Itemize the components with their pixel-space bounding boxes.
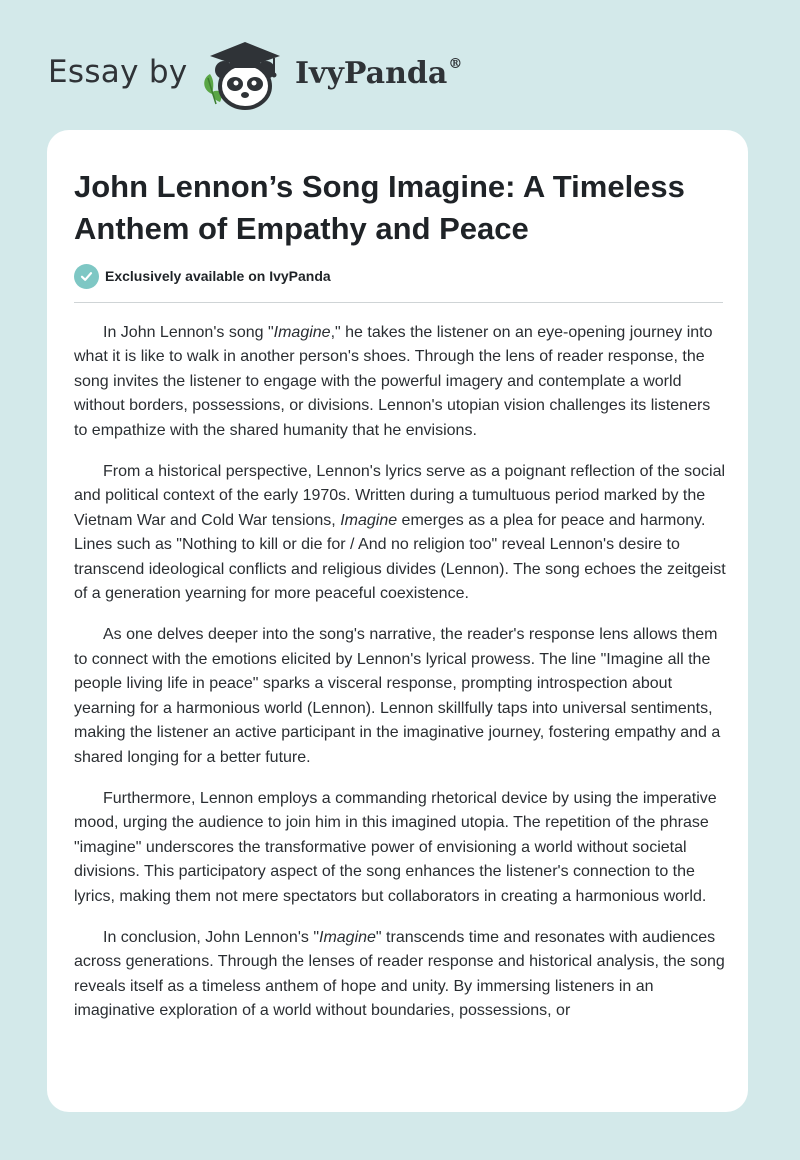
- essay-title: John Lennon’s Song Imagine: A Timeless Anthem of Empathy and Peace: [74, 169, 685, 246]
- exclusive-notice: [74, 263, 331, 289]
- site-header: [48, 34, 488, 114]
- essay-body: [74, 321, 726, 1041]
- paragraph-5: In conclusion, John Lennon's "Imagine" transcends time and resonates with audiences across generations. Through the lenses of reader response and historical analysis, the song reveals itself as a timeless anthem of hope and unity. By immersing listeners in an imaginative exploration of a world without boundaries, possessions, or: [74, 928, 725, 1020]
- paragraph-1: In John Lennon's song "Imagine," he takes the listener on an eye-opening journey into what it is like to walk in another person's shoes. Through the lens of reader response, the song invites the listener to engage with the powerful imagery and contemplate a world without borders, possessions, or divisions. Lennon's utopian vision challenges its listeners to empathize with the shared humanity that he envisions.: [74, 324, 713, 439]
- paragraph-3: As one delves deeper into the song's narrative, the reader's response lens allows them to connect with the emotions elicited by Lennon's lyrical prowess. The line "Imagine all the people living life in peace" sparks a visceral response, prompting introspection about yearning for a harmonious world (Lennon). Lennon skillfully taps into universal sentiments, making the listener an active participant in the imaginative journey, fostering empathy and a shared longing for a better future.: [74, 626, 721, 766]
- essay-by-label: Essay by: [48, 54, 188, 90]
- panda-graduate-icon: [200, 34, 290, 110]
- exclusive-label: Exclusively available on IvyPanda: [105, 268, 331, 284]
- check-icon: [74, 264, 99, 289]
- essay-card: [47, 130, 748, 1112]
- registered-mark: ®: [448, 56, 463, 72]
- brand-name[interactable]: IvyPanda®: [295, 56, 463, 91]
- paragraph-2: From a historical perspective, Lennon's lyrics serve as a poignant reflection of the social and political context of the early 1970s. Written during a tumultuous period marked by the Vietnam War and Cold War tensions, Imagine emerges as a plea for peace and harmony. Lines such as "Nothing to kill or die for / And no religion too" reveal Lennon's desire to transcend ideological conflicts and religious divides (Lennon). The song echoes the zeitgeist of a generation yearning for more peaceful coexistence.: [74, 463, 726, 603]
- paragraph-4: Furthermore, Lennon employs a commanding rhetorical device by using the imperative mood, urging the audience to join him in this imagined utopia. The repetition of the phrase "imagine" underscores the transformative power of envisioning a world without societal divisions. This participatory aspect of the song enhances the listener's connection to the lyrics, making them not mere spectators but collaborators in creating a harmonious world.: [74, 789, 717, 905]
- divider: [74, 302, 723, 303]
